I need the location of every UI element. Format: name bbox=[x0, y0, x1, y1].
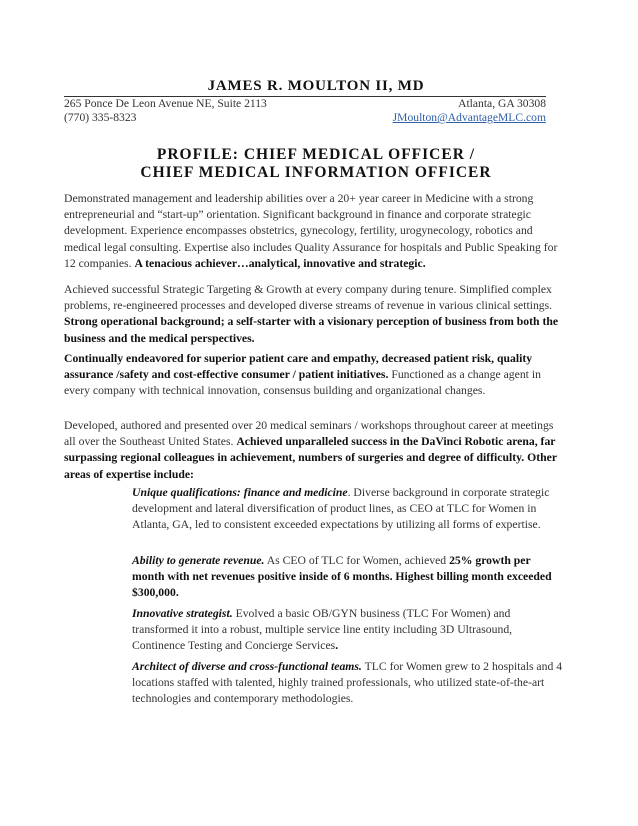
strategy-paragraph bbox=[64, 282, 564, 347]
expertise-heading: Architect of diverse and cross-functional teams. bbox=[132, 660, 362, 673]
patient-care-text: Functioned as a change agent in every company with technical innovation, consensus building and organizational changes. bbox=[64, 368, 541, 398]
contact-line-address bbox=[64, 96, 546, 111]
summary-text: Demonstrated management and leadership abilities over a 20+ year career in Medicine with a strong entrepreneurial and “start-up” orientation. Significant background in finance and corporate strategic development. Experience encompasses obstetrics, gynecology, fertility, urogynecology, robotics and medical legal consulting. Expertise also includes Quality Assurance for hospitals and Public Speaking for 12 companies. bbox=[64, 192, 558, 270]
contact-line-phone-email bbox=[64, 111, 546, 125]
expertise-heading: Innovative strategist. bbox=[132, 607, 233, 620]
phone-number: (770) 335-8323 bbox=[64, 111, 137, 124]
expertise-highlight: 25% growth per month with net revenues positive inside of 6 months. Highest billing month exceeded $300,000. bbox=[132, 554, 552, 600]
patient-care-paragraph bbox=[64, 351, 564, 400]
expertise-text: . Diverse background in corporate strategic development and lateral diversification of product lines, as CEO at TLC for Women in Atlanta, GA, led to consistent exceeded expectations by utilizing all forms of expertise. bbox=[132, 486, 550, 532]
expertise-text: Evolved a basic OB/GYN business (TLC For Women) and transformed it into a robust, multiple service line entity including 3D Ultrasound, Continence Testing and Concierge Services bbox=[132, 607, 513, 653]
expertise-item-strategist bbox=[132, 606, 564, 655]
strategy-text: Achieved successful Strategic Targeting & Growth at every company during tenure. Simplified complex problems, re-engineered processes and developed diverse streams of revenue in various clinical settings. bbox=[64, 283, 553, 313]
expertise-heading: Unique qualifications: finance and medicine bbox=[132, 486, 348, 499]
expertise-item-teams bbox=[132, 659, 564, 708]
seminars-text: Developed, authored and presented over 20 medical seminars / workshops throughout career at meetings all over the Southeast United States. bbox=[64, 419, 554, 449]
seminars-highlight: Achieved unparalleled success in the DaVinci Robotic arena, far surpassing regional colleagues in achievement, numbers of surgeries and degree of difficulty. Other areas of expertise include: bbox=[64, 435, 557, 481]
patient-care-highlight: Continually endeavored for superior patient care and empathy, decreased patient risk, quality assurance /safety and cost-effective consumer / patient initiatives. bbox=[64, 352, 533, 382]
expertise-item-revenue bbox=[132, 553, 564, 602]
expertise-heading: Ability to generate revenue. bbox=[132, 554, 265, 567]
profile-title-line-2: CHIEF MEDICAL INFORMATION OFFICER bbox=[140, 164, 492, 181]
strategy-highlight: Strong operational background; a self-starter with a visionary perception of business from both the business and the medical perspectives. bbox=[64, 315, 559, 345]
street-address: 265 Ponce De Leon Avenue NE, Suite 2113 bbox=[64, 97, 267, 110]
summary-paragraph bbox=[64, 191, 564, 272]
city-state-zip: Atlanta, GA 30308 bbox=[458, 97, 546, 110]
expertise-end-mark: . bbox=[335, 639, 339, 653]
email-link[interactable]: JMoulton@AdvantageMLC.com bbox=[392, 111, 546, 124]
applicant-name: JAMES R. MOULTON II, MD bbox=[207, 78, 425, 94]
expertise-text: TLC for Women grew to 2 hospitals and 4 locations staffed with talented, highly trained professionals, who utilized state-of-the-art technologies and contemporary methodologies. bbox=[132, 660, 563, 706]
seminars-paragraph bbox=[64, 418, 564, 483]
expertise-item-finance-medicine bbox=[132, 485, 564, 534]
summary-highlight: A tenacious achiever…analytical, innovative and strategic. bbox=[134, 256, 426, 270]
profile-title-line-1: PROFILE: CHIEF MEDICAL OFFICER / bbox=[156, 146, 476, 163]
expertise-text: As CEO of TLC for Women, achieved bbox=[264, 554, 450, 567]
